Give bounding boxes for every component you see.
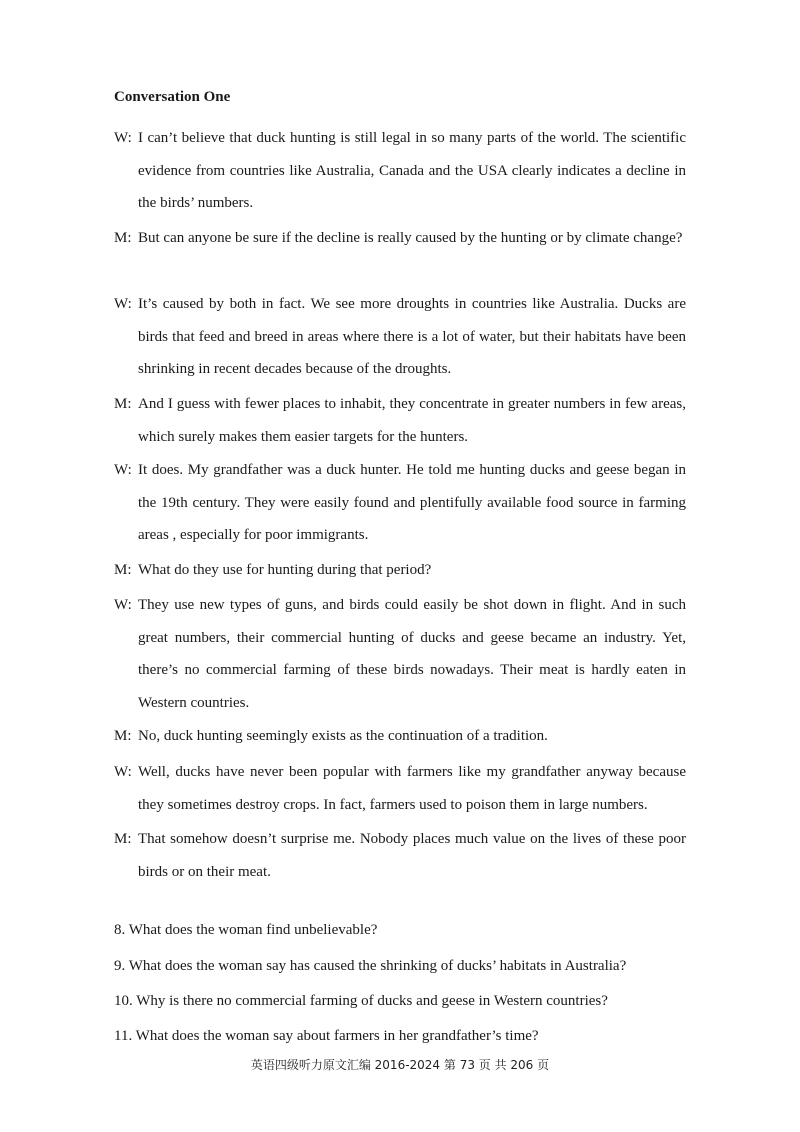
dialogue-turn [114, 554, 686, 587]
page-footer: 英语四级听力原文汇编 2016-2024 第 73 页 共 206 页 [250, 1058, 550, 1072]
dialogue-text: They use new types of guns, and birds could easily be shot down in flight. And in such great numbers, their commercial hunting of ducks and geese became an industry. Yet, there’s no commercial farming of these birds nowadays. Their meat is hardly eaten in Western countries. [138, 597, 686, 711]
dialogue-turn [114, 122, 686, 220]
speaker-label: W: [114, 764, 132, 780]
dialogue-turn [114, 288, 686, 386]
dialogue-turn [114, 823, 686, 888]
speaker-label: M: [114, 831, 132, 847]
question-item: 8. What does the woman find unbelievable? [114, 922, 378, 938]
dialogue-text: No, duck hunting seemingly exists as the continuation of a tradition. [138, 728, 548, 744]
dialogue-text: I can’t believe that duck hunting is still legal in so many parts of the world. The scientific evidence from countries like Australia, Canada and the USA clearly indicates a decline in the birds’ numbers. [138, 130, 686, 211]
speaker-label: M: [114, 230, 132, 246]
speaker-label: M: [114, 396, 132, 412]
dialogue-turn [114, 222, 686, 255]
dialogue-turn [114, 454, 686, 552]
dialogue-text: And I guess with fewer places to inhabit, they concentrate in greater numbers in few areas, which surely makes them easier targets for the hunters. [138, 396, 686, 445]
speaker-label: W: [114, 296, 132, 312]
dialogue-text: What do they use for hunting during that period? [138, 562, 432, 578]
question-item: 9. What does the woman say has caused the shrinking of ducks’ habitats in Australia? [114, 958, 627, 974]
dialogue-text: That somehow doesn’t surprise me. Nobody places much value on the lives of these poor birds or on their meat. [138, 831, 686, 880]
speaker-label: M: [114, 728, 132, 744]
question-item: 10. Why is there no commercial farming of ducks and geese in Western countries? [114, 993, 608, 1009]
dialogue-text: It does. My grandfather was a duck hunter. He told me hunting ducks and geese began in the 19th century. They were easily found and plentifully available food source in farming areas , especially for poor immigrants. [138, 462, 686, 543]
dialogue-turn [114, 388, 686, 453]
dialogue-turn [114, 720, 686, 753]
speaker-label: M: [114, 562, 132, 578]
dialogue-text: Well, ducks have never been popular with farmers like my grandfather anyway because they sometimes destroy crops. In fact, farmers used to poison them in large numbers. [138, 764, 686, 813]
dialogue-text: But can anyone be sure if the decline is really caused by the hunting or by climate change? [138, 230, 683, 246]
speaker-label: W: [114, 462, 132, 478]
dialogue-turn [114, 756, 686, 821]
question-item: 11. What does the woman say about farmers in her grandfather’s time? [114, 1028, 539, 1044]
conversation-heading: Conversation One [114, 89, 231, 105]
dialogue-text: It’s caused by both in fact. We see more droughts in countries like Australia. Ducks are birds that feed and breed in areas where there is a lot of water, but their habitats have been shrinking in recent decades because of the droughts. [138, 296, 686, 377]
speaker-label: W: [114, 597, 132, 613]
dialogue-turn [114, 589, 686, 719]
speaker-label: W: [114, 130, 132, 146]
